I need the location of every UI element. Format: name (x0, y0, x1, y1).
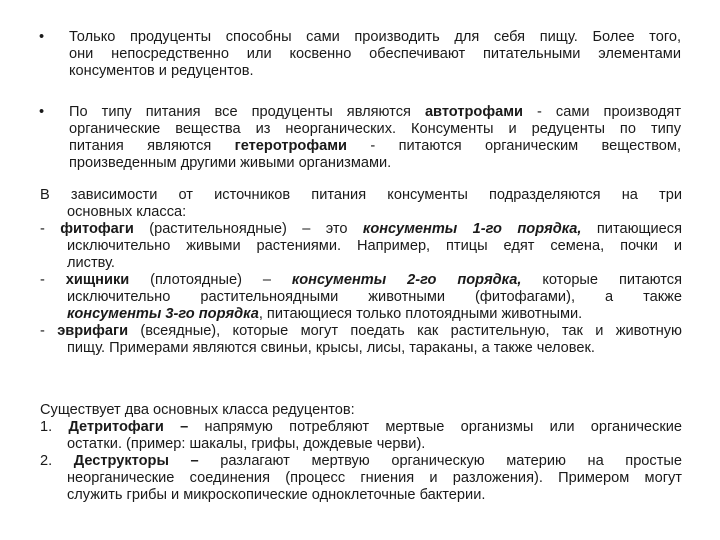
predators-item (40, 272, 682, 323)
bullet-marker: • (39, 104, 45, 120)
bullet-text (69, 104, 681, 172)
text-line: листву. (67, 255, 115, 271)
bullet-text (69, 29, 681, 80)
phytophages-item (40, 221, 682, 272)
text-line: пищу. Примерами являются свиньи, крысы, лисы, тараканы, а также человек. (67, 340, 595, 356)
text-line: органические вещества из неорганических. Консументы и редуценты по типу (69, 121, 681, 137)
term-first-order: консументы 1-го порядка, (362, 221, 582, 237)
term-euryphages: эврифаги (57, 323, 129, 339)
destructors-item (40, 453, 682, 504)
text-line: Только продуценты способны сами производить для себя пищу. Более того, (69, 29, 681, 45)
bullet-marker: • (39, 29, 45, 45)
text-line: исключительно растительноядными животными (фитофагами), а также (67, 289, 682, 305)
text-line: питания являются гетеротрофами - питаются органическим веществом, (69, 138, 681, 154)
term-predators: хищники (65, 272, 130, 288)
term-detritophages: Детритофаги – (68, 419, 189, 435)
text-line: служить грибы и микроскопические одноклеточные бактерии. (67, 487, 486, 503)
consumers-intro-line: В зависимости от источников питания консументы подразделяются на три (40, 187, 682, 203)
text-line: - фитофаги (растительноядные) – это консументы 1-го порядка, питающиеся (40, 221, 682, 237)
decomposers-intro: Существует два основных класса редуцентов: (40, 402, 355, 418)
term-third-order: консументы 3-го порядка (67, 306, 259, 322)
consumers-section (40, 187, 682, 357)
text-line: они непосредственно или косвенно обеспечивают питательными элементами (69, 46, 681, 62)
term-destructors: Деструкторы – (73, 453, 199, 469)
text-line: По типу питания все продуценты являются автотрофами - сами производят (69, 104, 682, 120)
decomposers-section (40, 402, 682, 504)
text-line: 2. Деструкторы – разлагают мертвую органическую материю на простые (40, 453, 683, 469)
term-autotrophs: автотрофами (424, 104, 523, 120)
text-line: - эврифаги (всеядные), которые могут поедать как растительную, так и животную (40, 323, 682, 339)
term-second-order: консументы 2-го порядка, (291, 272, 522, 288)
text-line: остатки. (пример: шакалы, грифы, дождевые черви). (67, 436, 426, 452)
detritophages-item (40, 419, 682, 453)
term-heterotrophs: гетеротрофами (234, 138, 348, 154)
text-line: неорганические соединения (процесс гниения и разложения). Примером могут (67, 470, 682, 486)
text-line: консументов и редуцентов. (69, 63, 254, 79)
text-line: консументы 3-го порядка, питающиеся только плотоядными животными. (67, 306, 583, 322)
term-phytophages: фитофаги (60, 221, 134, 237)
euryphages-item (40, 323, 682, 357)
text-line: произведенным другими живыми организмами. (69, 155, 392, 171)
text-line: - хищники (плотоядные) – консументы 2-го порядка, которые питаются (40, 272, 682, 288)
text-line: исключительно живыми растениями. Например, птицы едят семена, почки и (67, 238, 682, 254)
text-line: 1. Детритофаги – напрямую потребляют мертвые организмы или органические (40, 419, 682, 435)
consumers-intro-line: основных класса: (67, 204, 187, 220)
